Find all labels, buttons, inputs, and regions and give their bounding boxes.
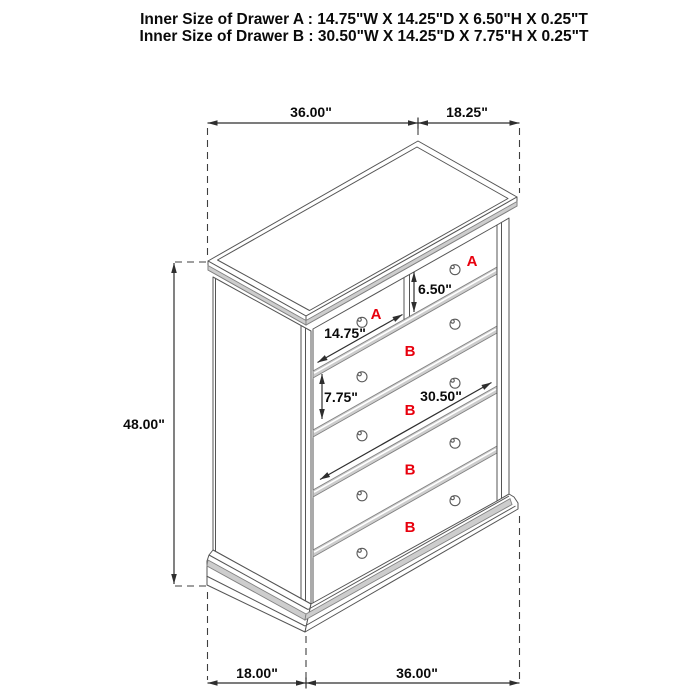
knob-icon [450,496,460,506]
knob-icon [450,378,460,388]
drawer-a-height-dimension-label: 6.50" [418,281,452,297]
drawer-a-width-dimension-label: 14.75" [324,325,366,341]
bottom-depth-dimension-label: 18.00" [236,665,278,681]
drawer-a-inner-size-text: Inner Size of Drawer A : 14.75"W X 14.25"D X 6.50"H X 0.25"T [140,11,588,28]
drawer-b3-label: B [404,461,416,479]
knob-icon [357,431,367,441]
drawer-a-left-label: A [370,306,382,323]
knob-icon [450,265,460,275]
overall-height-dimension-label: 48.00" [123,416,165,432]
drawer-b4-label: B [404,519,416,536]
knob-icon [450,319,460,329]
chest-left-side-panel [213,277,311,604]
drawer-b1-label: B [404,343,416,360]
drawer-b-width-dimension-label: 30.50" [420,388,462,404]
drawer-b-height-dimension-label: 7.75" [324,389,358,405]
knob-icon [357,548,367,558]
knob-icon [450,438,460,448]
drawer-a-right-label: A [466,253,478,270]
knob-icon [357,372,367,382]
chest-drawing [207,141,519,632]
knob-icon [357,491,367,501]
top-width-dimension-label: 36.00" [290,104,332,120]
drawer-b-inner-size-text: Inner Size of Drawer B : 30.50"W X 14.25"D X 7.75"H X 0.25"T [139,28,589,45]
top-depth-dimension-label: 18.25" [446,104,488,120]
drawer-b2-label: B [404,402,416,419]
chest-right-edge [497,218,509,501]
bottom-width-dimension-label: 36.00" [396,665,438,681]
header-inner-size-note [140,11,589,45]
